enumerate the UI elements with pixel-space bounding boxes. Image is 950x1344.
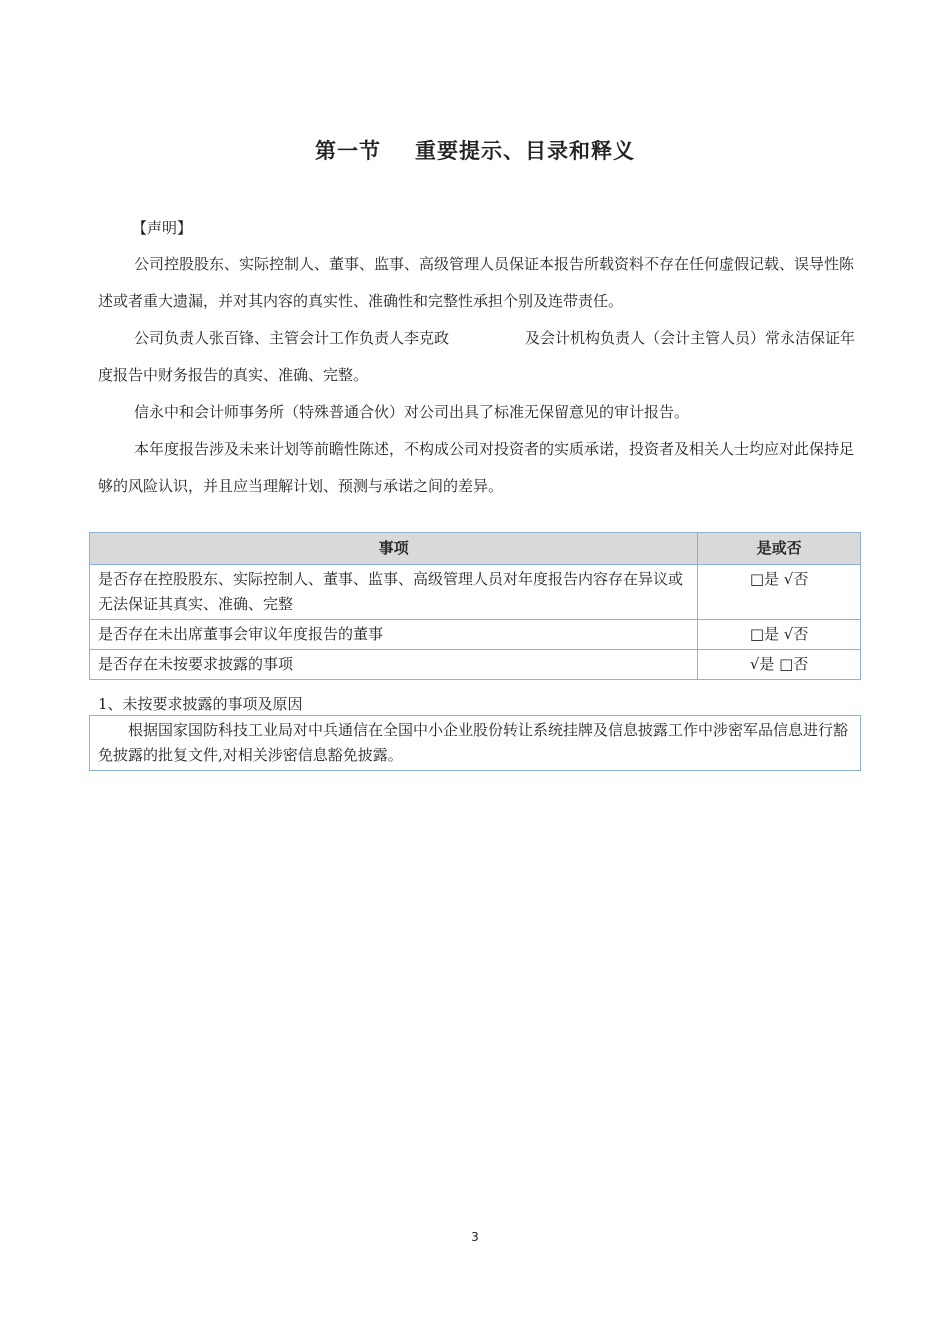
confirmation-table (89, 532, 861, 680)
table-header-item: 事项 (90, 533, 698, 565)
statement-label: 【声明】 (132, 219, 193, 237)
paragraph-audit: 信永中和会计师事务所（特殊普通合伙）对公司出具了标准无保留意见的审计报告。 (134, 403, 690, 421)
undisclosed-items-box: 根据国家国防科技工业局对中兵通信在全国中小企业股份转让系统挂牌及信息披露工作中涉密军品信息进行豁免披露的批复文件,对相关涉密信息豁免披露。 (89, 715, 861, 771)
table-row (90, 565, 861, 620)
table-cell-item: 是否存在控股股东、实际控制人、董事、监事、高级管理人员对年度报告内容存在异议或无法保证其真实、准确、完整 (90, 565, 698, 620)
paragraph-forward-looking: 本年度报告涉及未来计划等前瞻性陈述，不构成公司对投资者的实质承诺，投资者及相关人士均应对此保持足够的风险认识，并且应当理解计划、预测与承诺之间的差异。 (98, 440, 855, 495)
page-number: 3 (471, 1230, 479, 1244)
paragraph-guarantee: 公司控股股东、实际控制人、董事、监事、高级管理人员保证本报告所载资料不存在任何虚假记载、误导性陈述或者重大遗漏，并对其内容的真实性、准确性和完整性承担个别及连带责任。 (98, 255, 855, 310)
table-cell-answer: □是 √否 (698, 620, 861, 650)
table-cell-item: 是否存在未按要求披露的事项 (90, 650, 698, 680)
table-cell-item: 是否存在未出席董事会审议年度报告的董事 (90, 620, 698, 650)
table-cell-answer: □是 √否 (698, 565, 861, 620)
paragraph-responsible-persons-a: 公司负责人张百锋、主管会计工作负责人李克政 (134, 329, 450, 347)
section-number: 第一节 (315, 139, 381, 163)
table-row (90, 620, 861, 650)
page-title (0, 135, 950, 165)
section-title: 重要提示、目录和释义 (415, 139, 635, 163)
paragraph-responsible-persons (98, 320, 858, 394)
table-row (90, 650, 861, 680)
table-cell-answer: √是 □否 (698, 650, 861, 680)
table-header-row (90, 533, 861, 565)
undisclosed-items-label: 1、未按要求披露的事项及原因 (98, 695, 303, 713)
paragraph-responsible-persons-b: 及会计机构负责人（会计主管人员）常永洁保证年度报告中财务报告的真实、准确、完整。 (98, 329, 856, 384)
table-header-answer: 是或否 (698, 533, 861, 565)
